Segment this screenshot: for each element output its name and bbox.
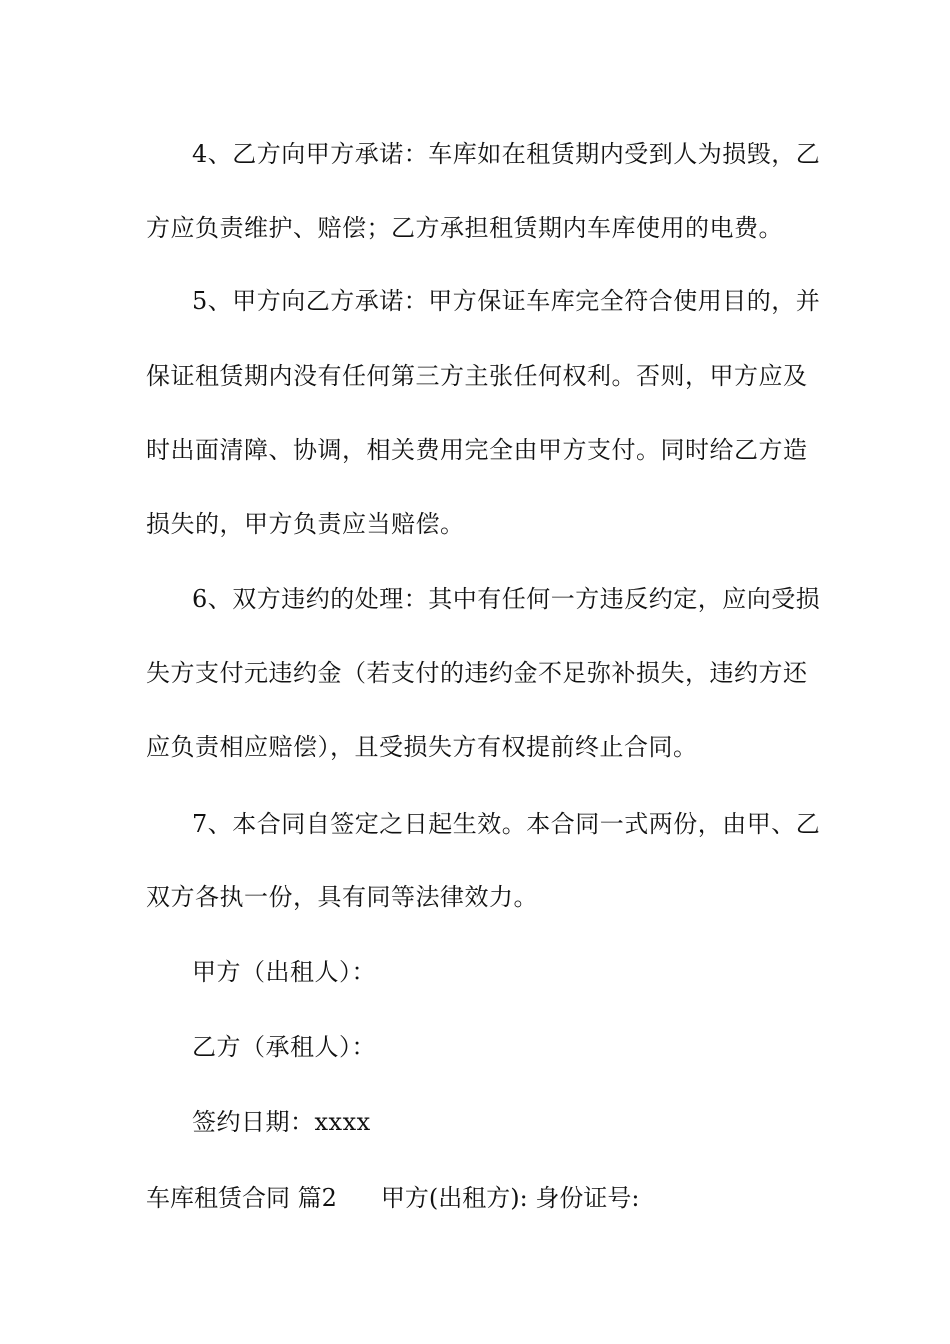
clause-5-line-1: 5、甲方向乙方承诺：甲方保证车库完全符合使用目的，并 [192, 287, 821, 315]
clause-6-line-1: 6、双方违约的处理：其中有任何一方违反约定，应向受损 [192, 585, 821, 613]
clause-5-line-2: 保证租赁期内没有任何第三方主张任何权利。否则，甲方应及 [146, 362, 808, 390]
clause-5-line-4: 损失的，甲方负责应当赔偿。 [146, 510, 465, 538]
clause-7-line-1: 7、本合同自签定之日起生效。本合同一式两份，由甲、乙 [192, 810, 821, 838]
next-contract-heading-row [146, 1183, 639, 1213]
lessee-signature-line: 乙方（承租人）： [192, 1033, 376, 1061]
signing-date-line: 签约日期：xxxx [192, 1108, 371, 1136]
clause-5-line-3: 时出面清障、协调，相关费用完全由甲方支付。同时给乙方造 [146, 436, 808, 464]
clause-4-line-1: 4、乙方向甲方承诺：车库如在租赁期内受到人为损毁，乙 [192, 140, 821, 168]
lessor-signature-line: 甲方（出租人）： [192, 958, 376, 986]
clause-6-line-2: 失方支付元违约金（若支付的违约金不足弥补损失，违约方还 [146, 659, 808, 687]
next-contract-title: 车库租赁合同 篇2 [146, 1184, 337, 1212]
next-contract-party-line: 甲方(出租方): 身份证号: [380, 1184, 640, 1212]
clause-6-line-3: 应负责相应赔偿），且受损失方有权提前终止合同。 [146, 733, 698, 761]
clause-4-line-2: 方应负责维护、赔偿；乙方承担租赁期内车库使用的电费。 [146, 214, 783, 242]
clause-7-line-2: 双方各执一份，具有同等法律效力。 [146, 883, 538, 911]
